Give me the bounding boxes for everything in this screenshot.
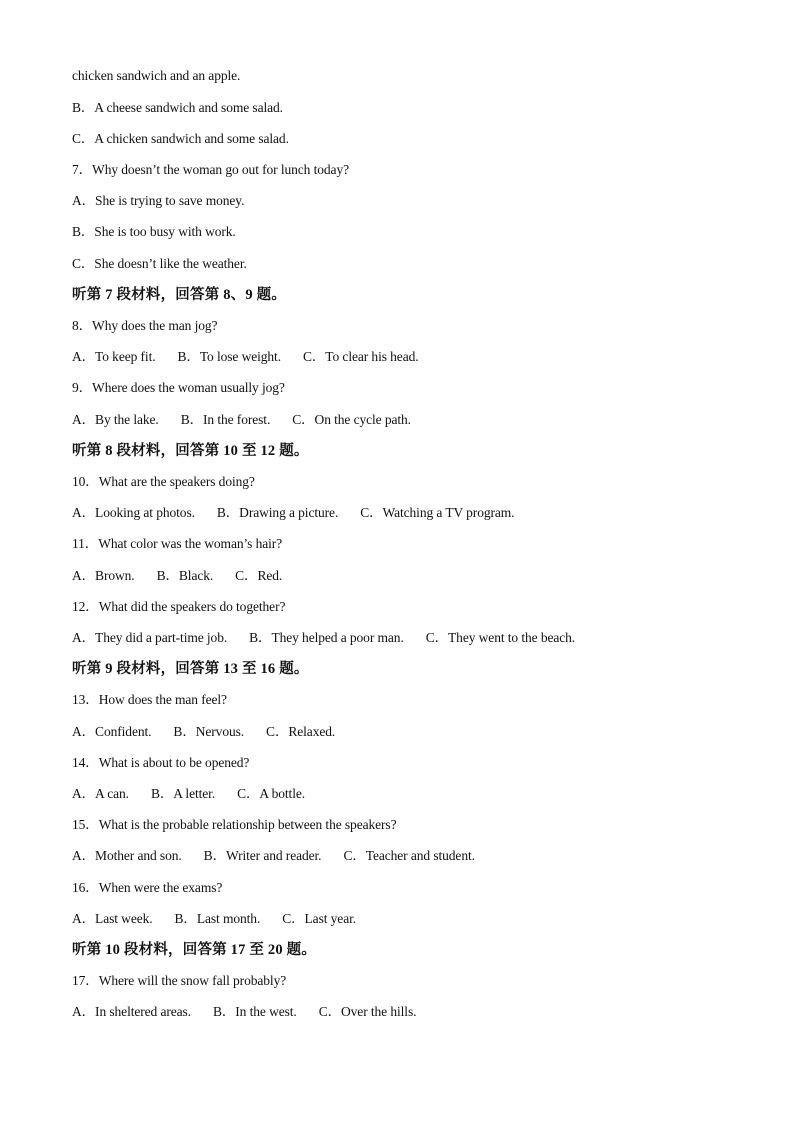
- question-text: 17．Where will the snow fall probably?: [72, 973, 287, 988]
- option-text: C．She doesn’t like the weather.: [72, 256, 247, 271]
- option: A．They did a part-time job.: [72, 630, 228, 645]
- option: A．Confident.: [72, 724, 152, 739]
- options-row: [72, 348, 419, 366]
- option: B．They helped a poor man.: [249, 630, 404, 645]
- option: B．Nervous.: [173, 724, 245, 739]
- question-text: 8．Why does the man jog?: [72, 318, 218, 333]
- options-row: [72, 723, 335, 741]
- option-text: A．She is trying to save money.: [72, 193, 245, 208]
- option: C．Last year.: [282, 911, 357, 926]
- section-heading: 听第 8 段材料，回答第 10 至 12 题。: [72, 443, 309, 459]
- option: A．A can.: [72, 786, 129, 801]
- option: C．A bottle.: [237, 786, 306, 801]
- options-row: [72, 504, 514, 522]
- option: B．Black.: [156, 568, 214, 583]
- options-row: [72, 629, 575, 647]
- question-text: 7．Why doesn’t the woman go out for lunch today?: [72, 162, 349, 177]
- option: B．Drawing a picture.: [216, 505, 339, 520]
- section-heading: 听第 7 段材料，回答第 8、9 题。: [72, 287, 287, 303]
- option: A．Looking at photos.: [72, 505, 195, 520]
- question-text: 15．What is the probable relationship between the speakers?: [72, 817, 397, 832]
- question-text: 11．What color was the woman’s hair?: [72, 536, 283, 551]
- option: B．To lose weight.: [177, 349, 281, 364]
- option-text: B．She is too busy with work.: [72, 224, 236, 239]
- option: A．Last week.: [72, 911, 153, 926]
- option-text: chicken sandwich and an apple.: [72, 68, 241, 83]
- option: C．On the cycle path.: [292, 412, 411, 427]
- question-text: 12．What did the speakers do together?: [72, 599, 286, 614]
- option: C．They went to the beach.: [425, 630, 576, 645]
- option: C．Teacher and student.: [343, 848, 475, 863]
- option-text: C．A chicken sandwich and some salad.: [72, 131, 289, 146]
- option: A．Brown.: [72, 568, 135, 583]
- question-text: 13．How does the man feel?: [72, 692, 227, 707]
- question-text: 10．What are the speakers doing?: [72, 474, 255, 489]
- option: A．In sheltered areas.: [72, 1004, 191, 1019]
- option: B．A letter.: [150, 786, 216, 801]
- option: A．By the lake.: [72, 412, 159, 427]
- question-text: 16．When were the exams?: [72, 880, 223, 895]
- option: B．Writer and reader.: [203, 848, 322, 863]
- option: B．In the west.: [212, 1004, 297, 1019]
- question-text: 9．Where does the woman usually jog?: [72, 380, 285, 395]
- option: C．Red.: [235, 568, 283, 583]
- options-row: [72, 567, 282, 585]
- options-row: [72, 847, 475, 865]
- option: C．Relaxed.: [266, 724, 336, 739]
- options-row: [72, 411, 411, 429]
- section-heading: 听第 10 段材料，回答第 17 至 20 题。: [72, 942, 317, 958]
- options-row: [72, 1003, 416, 1021]
- options-row: [72, 910, 356, 928]
- option-text: B．A cheese sandwich and some salad.: [72, 100, 283, 115]
- option: C．To clear his head.: [303, 349, 419, 364]
- option: A．Mother and son.: [72, 848, 182, 863]
- option: C．Over the hills.: [318, 1004, 417, 1019]
- question-text: 14．What is about to be opened?: [72, 755, 250, 770]
- option: B．In the forest.: [180, 412, 271, 427]
- option: B．Last month.: [174, 911, 261, 926]
- option: A．To keep fit.: [72, 349, 156, 364]
- section-heading: 听第 9 段材料，回答第 13 至 16 题。: [72, 661, 309, 677]
- option: C．Watching a TV program.: [360, 505, 515, 520]
- options-row: [72, 785, 305, 803]
